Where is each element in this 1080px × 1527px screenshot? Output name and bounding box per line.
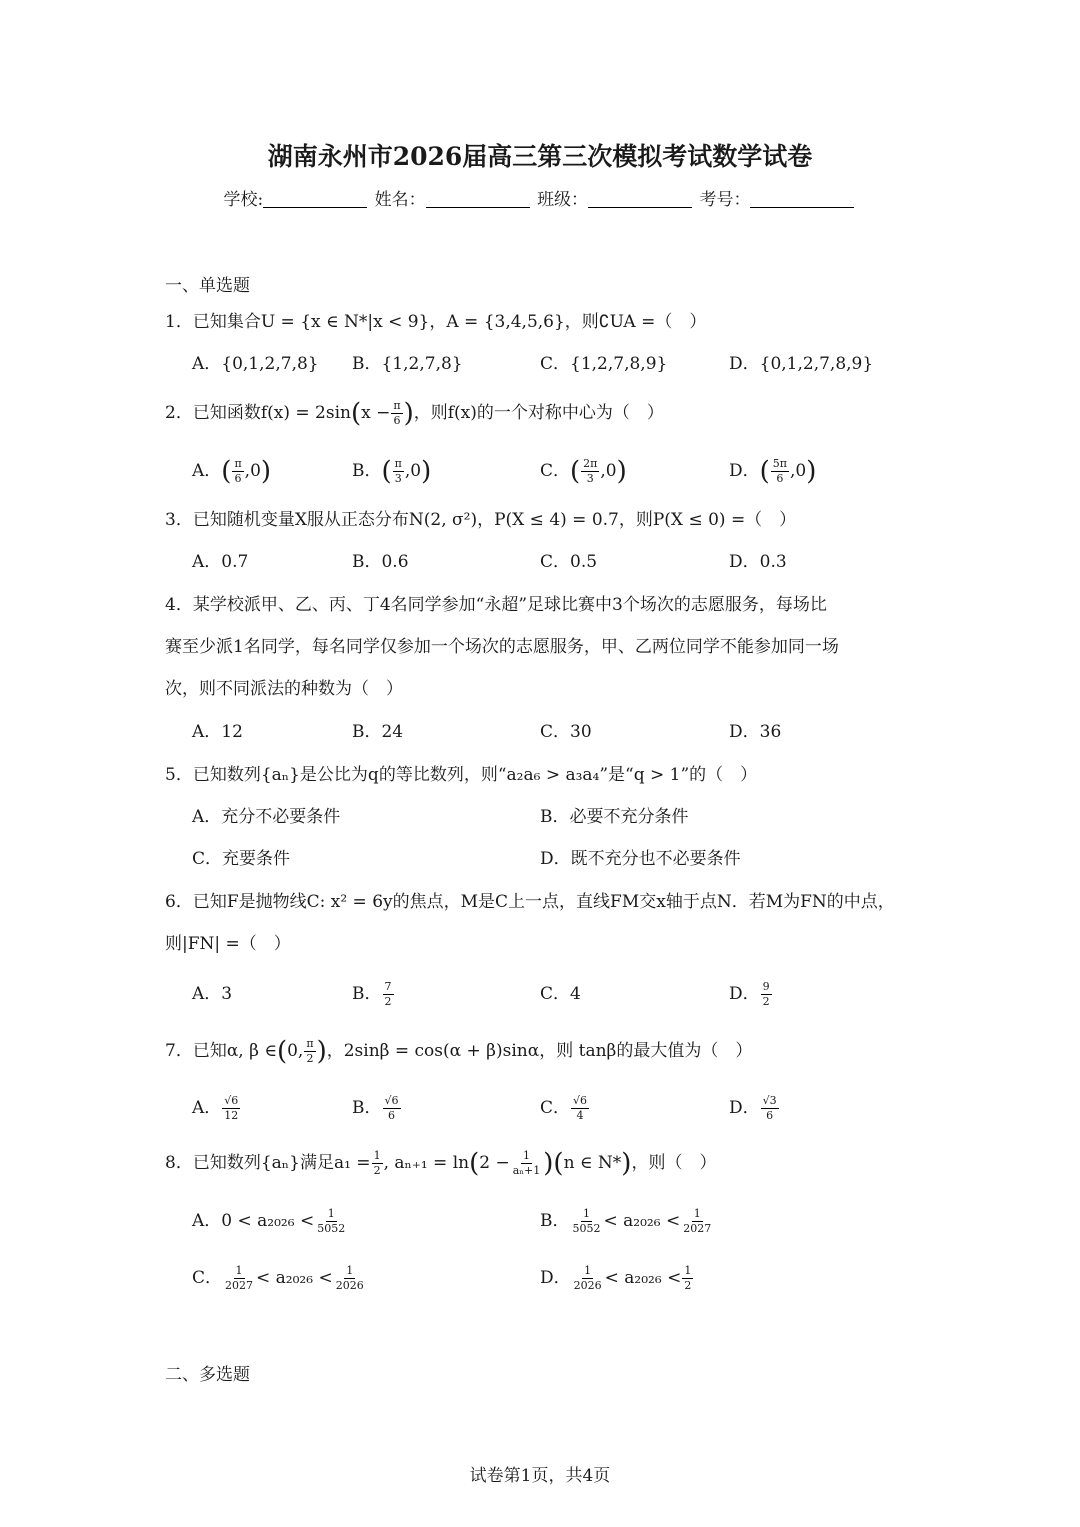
- question-6-line-1: 6．已知F是抛物线C: x² = 6y的焦点，M是C上一点，直线FM交x轴于点N．若M为FN的中点，: [165, 892, 895, 912]
- question-2-stem: 2．已知函数f(x) = 2sin(x − $\frac{\pi}{6}$ )，则f(x)的一个对称中心为（ ）: [165, 398, 664, 429]
- section-single-choice: 一、单选题: [165, 276, 250, 296]
- q1-option-b: B．{1,2,7,8}: [352, 354, 463, 374]
- q5-option-a: A．充分不必要条件: [192, 807, 341, 827]
- q1-option-a: A．{0,1,2,7,8}: [192, 354, 319, 374]
- exam-number-blank: [750, 190, 854, 208]
- q5-option-d: D．既不充分也不必要条件: [540, 849, 741, 869]
- q3-option-b: B．0.6: [352, 552, 409, 572]
- q6-option-a: A．3: [192, 984, 233, 1004]
- question-3-stem: 3．已知随机变量X服从正态分布N(2, σ²)，P(X ≤ 4) = 0.7，则P(X ≤ 0) =（ ）: [165, 510, 797, 530]
- q7-option-b: B． $\frac{√6}{6}$: [352, 1094, 399, 1122]
- question-4-line-3: 次，则不同派法的种数为（ ）: [165, 679, 403, 699]
- student-info-line: [0, 190, 1080, 209]
- q7-option-a: A． $\frac{√6}{12}$: [192, 1094, 239, 1122]
- q6-option-d: D． $\frac{9}{2}$: [729, 980, 770, 1008]
- section-multiple-choice: 二、多选题: [165, 1365, 250, 1385]
- q8-option-a: A．0 < a₂₀₂₆ < $\frac{1}{5052}$: [192, 1207, 346, 1235]
- q5-option-c: C．充要条件: [192, 849, 291, 869]
- question-6-line-2: 则|FN| =（ ）: [165, 934, 291, 954]
- page-footer: 试卷第1页，共4页: [469, 1466, 611, 1486]
- q3-option-c: C．0.5: [540, 552, 598, 572]
- question-4-line-1: 4．某学校派甲、乙、丙、丁4名同学参加“永超”足球比赛中3个场次的志愿服务，每场比: [165, 595, 827, 615]
- q7-option-d: D． $\frac{√3}{6}$: [729, 1094, 777, 1122]
- q2-option-b: B．( $\frac{\pi}{3}$ ,0): [352, 456, 432, 487]
- q2-option-a: A．( $\frac{\pi}{6}$ ,0): [192, 456, 272, 487]
- question-1-stem: 1．已知集合U = {x ∈ N*|x < 9}，A = {3,4,5,6}，则∁UA =（ ）: [165, 312, 707, 332]
- school-blank: [263, 190, 367, 208]
- name-blank: [426, 190, 530, 208]
- question-5-stem: 5．已知数列{aₙ}是公比为q的等比数列，则“a₂a₆ > a₃a₄”是“q > 1”的（ ）: [165, 765, 758, 785]
- question-8-stem: 8．已知数列{aₙ}满足a₁ = $\frac{1}{2}$ , aₙ₊₁ = ln(2 − $\frac{1}{\text{aₙ+1}}$ )(n ∈ N*)，则（ ）: [165, 1148, 717, 1179]
- q6-option-b: B． $\frac{7}{2}$: [352, 980, 392, 1008]
- exam-title: 湖南永州市2026届高三第三次模拟考试数学试卷: [267, 142, 813, 171]
- q5-option-b: B．必要不充分条件: [540, 807, 689, 827]
- q1-option-c: C．{1,2,7,8,9}: [540, 354, 668, 374]
- q3-option-d: D．0.3: [729, 552, 787, 572]
- class-blank: [588, 190, 692, 208]
- q4-option-c: C．30: [540, 722, 592, 742]
- name-label: 姓名：: [374, 190, 426, 210]
- class-label: 班级：: [537, 190, 589, 210]
- q4-option-a: A．12: [192, 722, 243, 742]
- question-4-line-2: 赛至少派1名同学，每名同学仅参加一个场次的志愿服务，甲、乙两位同学不能参加同一场: [165, 637, 839, 657]
- q3-option-a: A．0.7: [192, 552, 249, 572]
- q4-option-b: B．24: [352, 722, 404, 742]
- q2-option-d: D．( $\frac{5\pi}{6}$ ,0): [729, 456, 817, 487]
- q8-option-b: B． $\frac{1}{5052}$ < a₂₀₂₆ < $\frac{1}{2027}$: [540, 1207, 712, 1235]
- exam-number-label: 考号：: [699, 190, 751, 210]
- q2-option-c: C．( $\frac{2\pi}{3}$ ,0): [540, 456, 627, 487]
- q8-option-d: D． $\frac{1}{2026}$ < a₂₀₂₆ < $\frac{1}{2}$: [540, 1264, 692, 1292]
- question-7-stem: 7．已知α, β ∈(0, $\frac{\pi}{2}$ )，2sinβ = cos(α + β)sinα，则 tanβ的最大值为（ ）: [165, 1036, 753, 1067]
- q4-option-d: D．36: [729, 722, 782, 742]
- q1-option-d: D．{0,1,2,7,8,9}: [729, 354, 874, 374]
- q7-option-c: C． $\frac{√6}{4}$: [540, 1094, 588, 1122]
- q6-option-c: C．4: [540, 984, 581, 1004]
- school-label: 学校:: [223, 190, 264, 210]
- q8-option-c: C． $\frac{1}{2027}$ < a₂₀₂₆ < $\frac{1}{2026}$: [192, 1264, 364, 1292]
